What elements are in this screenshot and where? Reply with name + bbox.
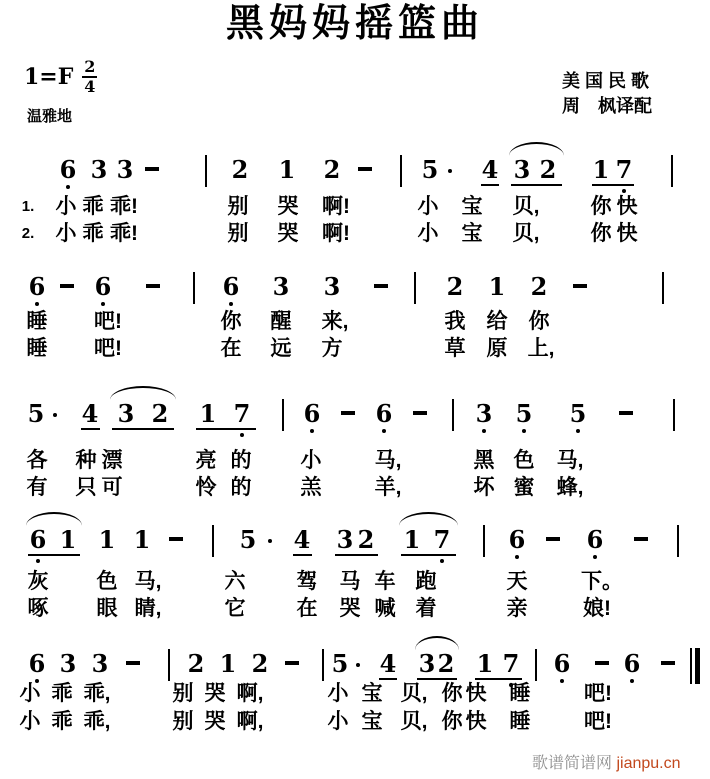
duration-dash <box>145 167 159 171</box>
note-digit: 2 <box>539 155 557 184</box>
verse-number: 2. <box>21 225 35 242</box>
lyric-syllable: 的 <box>230 449 252 472</box>
lyric-syllable: 乖 <box>51 710 73 733</box>
note-digit: 4 <box>81 399 99 428</box>
duration-dash <box>358 167 372 171</box>
lyric-syllable: 马, <box>556 449 584 472</box>
key-tonality: 1=F <box>24 64 74 90</box>
lyric-syllable: 啊, <box>236 710 264 733</box>
barline <box>452 399 454 431</box>
beam-underline <box>293 554 312 556</box>
low-octave-dot <box>35 302 39 306</box>
lyric-syllable: 宝 <box>461 222 483 245</box>
lyric-syllable: 你 <box>590 195 612 218</box>
lyric-syllable: 给 <box>486 310 508 333</box>
lyric-syllable: 小 <box>19 710 41 733</box>
lyric-syllable: 马, <box>134 570 162 593</box>
note-digit: 1 <box>488 272 506 301</box>
lyric-syllable: 你 <box>220 310 242 333</box>
note-digit: 1 <box>219 649 237 678</box>
note-digit: 6 <box>508 525 526 554</box>
lyric-syllable: 贝, <box>512 222 540 245</box>
beam-underline <box>481 184 499 186</box>
barline <box>212 525 214 557</box>
lyric-syllable: 上, <box>527 337 555 360</box>
beam-underline <box>379 678 397 680</box>
lyric-syllable: 吧! <box>94 310 122 333</box>
note-digit: 2 <box>357 525 375 554</box>
note-digit: 4 <box>379 649 397 678</box>
duration-dash <box>634 537 648 541</box>
note-digit: 3 <box>90 155 108 184</box>
low-octave-dot <box>240 433 244 437</box>
barline <box>483 525 485 557</box>
lyric-syllable: 小 <box>327 710 349 733</box>
low-octave-dot <box>630 679 634 683</box>
note-digit: 5 <box>421 155 439 184</box>
lyric-syllable: 灰 <box>27 570 49 593</box>
duration-dash <box>285 661 299 665</box>
lyric-syllable: 哭 <box>204 682 226 705</box>
song-title: 黑妈妈摇篮曲 <box>225 3 484 45</box>
verse-number: 1. <box>21 198 35 215</box>
note-digit: 6 <box>623 649 641 678</box>
note-digit: 1 <box>476 649 494 678</box>
lyric-syllable: 睡 <box>509 682 531 705</box>
note-digit: 2 <box>151 399 169 428</box>
lyric-syllable: 坏 <box>473 476 495 499</box>
lyric-syllable: 羔 <box>300 476 322 499</box>
note-digit: 6 <box>29 525 47 554</box>
lyric-syllable: 贝, <box>400 682 428 705</box>
low-octave-dot <box>576 429 580 433</box>
lyric-syllable: 来, <box>321 310 349 333</box>
note-digit: 6 <box>586 525 604 554</box>
lyric-syllable: 乖 <box>51 682 73 705</box>
lyric-syllable: 种 <box>75 449 97 472</box>
lyric-syllable: 快 <box>616 195 638 218</box>
note-digit: 3 <box>272 272 290 301</box>
note-digit: 6 <box>553 649 571 678</box>
lyric-syllable: 小 <box>417 195 439 218</box>
lyric-syllable: 亮 <box>195 449 217 472</box>
augmentation-dot <box>53 413 57 417</box>
lyric-syllable: 乖 <box>82 195 104 218</box>
lyric-syllable: 哭 <box>339 597 361 620</box>
note-digit: 6 <box>28 272 46 301</box>
lyric-syllable: 着 <box>415 597 437 620</box>
lyric-syllable: 草 <box>444 337 466 360</box>
lyric-syllable: 蜜 <box>513 476 535 499</box>
beam-underline <box>592 184 634 186</box>
lyric-syllable: 小 <box>55 222 77 245</box>
lyric-syllable: 睡 <box>26 310 48 333</box>
low-octave-dot <box>440 559 444 563</box>
meter-numerator: 2 <box>84 57 96 76</box>
barline <box>322 649 324 681</box>
lyric-syllable: 可 <box>101 476 123 499</box>
beam-underline <box>511 184 562 186</box>
lyric-syllable: 小 <box>19 682 41 705</box>
lyric-syllable: 车 <box>374 570 396 593</box>
low-octave-dot <box>36 559 40 563</box>
lyric-syllable: 啊! <box>322 222 350 245</box>
lyric-syllable: 宝 <box>461 195 483 218</box>
note-digit: 2 <box>446 272 464 301</box>
meter-denominator: 4 <box>84 77 96 96</box>
barline <box>671 155 673 187</box>
lyric-syllable: 远 <box>270 337 292 360</box>
note-digit: 2 <box>187 649 205 678</box>
note-digit: 5 <box>515 399 533 428</box>
augmentation-dot <box>448 169 452 173</box>
note-digit: 1 <box>59 525 77 554</box>
low-octave-dot <box>515 555 519 559</box>
barline <box>414 272 416 304</box>
lyric-syllable: 小 <box>55 195 77 218</box>
lyric-syllable: 别 <box>172 682 194 705</box>
credit-translator: 周 枫译配 <box>562 96 652 116</box>
slur-arc <box>110 386 176 400</box>
duration-dash <box>126 661 140 665</box>
lyric-syllable: 黑 <box>473 449 495 472</box>
lyric-syllable: 我 <box>444 310 466 333</box>
duration-dash <box>595 661 609 665</box>
lyric-syllable: 亲 <box>506 597 528 620</box>
note-digit: 3 <box>91 649 109 678</box>
lyric-syllable: 各 <box>26 449 48 472</box>
duration-dash <box>374 284 388 288</box>
lyric-syllable: 有 <box>26 476 48 499</box>
low-octave-dot <box>560 679 564 683</box>
note-digit: 1 <box>133 525 151 554</box>
note-digit: 6 <box>94 272 112 301</box>
note-digit: 7 <box>502 649 520 678</box>
note-digit: 5 <box>239 525 257 554</box>
lyric-syllable: 吧! <box>94 337 122 360</box>
slur-arc <box>509 142 564 156</box>
note-digit: 2 <box>530 272 548 301</box>
note-digit: 4 <box>293 525 311 554</box>
lyric-syllable: 别 <box>172 710 194 733</box>
note-digit: 6 <box>59 155 77 184</box>
final-barline-thin <box>690 648 692 684</box>
lyric-syllable: 驾 <box>296 570 318 593</box>
lyric-syllable: 原 <box>486 337 508 360</box>
beam-underline <box>196 428 256 430</box>
note-digit: 2 <box>251 649 269 678</box>
note-digit: 1 <box>199 399 217 428</box>
lyric-syllable: 你 <box>441 682 463 705</box>
beam-underline <box>417 678 457 680</box>
augmentation-dot <box>356 663 360 667</box>
note-digit: 6 <box>28 649 46 678</box>
note-digit: 1 <box>403 525 421 554</box>
lyric-syllable: 乖! <box>110 222 138 245</box>
lyric-syllable: 蜂, <box>556 476 584 499</box>
slur-arc <box>415 636 459 650</box>
lyric-syllable: 在 <box>296 597 318 620</box>
note-digit: 3 <box>323 272 341 301</box>
lyric-syllable: 马 <box>339 570 361 593</box>
lyric-syllable: 啄 <box>27 597 49 620</box>
lyric-syllable: 你 <box>528 310 550 333</box>
lyric-syllable: 别 <box>227 222 249 245</box>
barline <box>673 399 675 431</box>
duration-dash <box>413 411 427 415</box>
lyric-syllable: 你 <box>441 710 463 733</box>
credit-source: 美 国 民 歌 <box>562 71 650 91</box>
note-digit: 3 <box>513 155 531 184</box>
note-digit: 6 <box>375 399 393 428</box>
beam-underline <box>401 554 456 556</box>
duration-dash <box>573 284 587 288</box>
note-digit: 5 <box>331 649 349 678</box>
lyric-syllable: 你 <box>590 222 612 245</box>
note-digit: 7 <box>433 525 451 554</box>
lyric-syllable: 吧! <box>584 710 612 733</box>
lyric-syllable: 吧! <box>584 682 612 705</box>
note-digit: 4 <box>481 155 499 184</box>
note-digit: 3 <box>336 525 354 554</box>
note-digit: 6 <box>303 399 321 428</box>
note-digit: 6 <box>222 272 240 301</box>
barline <box>677 525 679 557</box>
note-digit: 5 <box>569 399 587 428</box>
augmentation-dot <box>268 539 272 543</box>
duration-dash <box>661 661 675 665</box>
watermark-site-name: 歌谱简谱网 <box>532 755 617 772</box>
lyric-syllable: 眼 <box>96 597 118 620</box>
low-octave-dot <box>310 429 314 433</box>
lyric-syllable: 啊! <box>322 195 350 218</box>
barline <box>662 272 664 304</box>
lyric-syllable: 贝, <box>512 195 540 218</box>
slur-arc <box>26 512 82 526</box>
lyric-syllable: 睛, <box>134 597 162 620</box>
lyric-syllable: 小 <box>300 449 322 472</box>
note-digit: 7 <box>233 399 251 428</box>
watermark-site-url: jianpu.cn <box>616 755 681 772</box>
lyric-syllable: 宝 <box>361 710 383 733</box>
beam-underline <box>81 428 100 430</box>
lyric-syllable: 下。 <box>581 570 623 593</box>
low-octave-dot <box>522 429 526 433</box>
lyric-syllable: 哭 <box>277 195 299 218</box>
duration-dash <box>169 537 183 541</box>
duration-dash <box>60 284 74 288</box>
beam-underline <box>28 554 80 556</box>
lyric-syllable: 在 <box>220 337 242 360</box>
lyric-syllable: 快 <box>616 222 638 245</box>
lyric-syllable: 天 <box>506 570 528 593</box>
lyric-syllable: 小 <box>417 222 439 245</box>
lyric-syllable: 羊, <box>374 476 402 499</box>
beam-underline <box>335 554 378 556</box>
low-octave-dot <box>229 302 233 306</box>
lyric-syllable: 快 <box>465 710 487 733</box>
lyric-syllable: 乖! <box>110 195 138 218</box>
note-digit: 3 <box>418 649 436 678</box>
note-digit: 2 <box>323 155 341 184</box>
lyric-syllable: 喊 <box>374 597 396 620</box>
lyric-syllable: 色 <box>513 449 535 472</box>
note-digit: 1 <box>278 155 296 184</box>
lyric-syllable: 漂 <box>101 449 123 472</box>
duration-dash <box>546 537 560 541</box>
barline <box>535 649 537 681</box>
note-digit: 7 <box>615 155 633 184</box>
lyric-syllable: 乖 <box>82 222 104 245</box>
lyric-syllable: 醒 <box>270 310 292 333</box>
lyric-syllable: 哭 <box>204 710 226 733</box>
lyric-syllable: 啊, <box>236 682 264 705</box>
lyric-syllable: 睡 <box>509 710 531 733</box>
barline <box>193 272 195 304</box>
lyric-syllable: 乖, <box>83 682 111 705</box>
beam-underline <box>475 678 522 680</box>
note-digit: 3 <box>475 399 493 428</box>
low-octave-dot <box>382 429 386 433</box>
note-digit: 2 <box>231 155 249 184</box>
note-digit: 3 <box>59 649 77 678</box>
low-octave-dot <box>622 189 626 193</box>
duration-dash <box>341 411 355 415</box>
lyric-syllable: 的 <box>230 476 252 499</box>
lyric-syllable: 它 <box>224 597 246 620</box>
low-octave-dot <box>593 555 597 559</box>
note-digit: 3 <box>117 399 135 428</box>
slur-arc <box>399 512 458 526</box>
low-octave-dot <box>66 185 70 189</box>
low-octave-dot <box>101 302 105 306</box>
note-digit: 5 <box>27 399 45 428</box>
tempo-marking: 温雅地 <box>27 108 73 125</box>
lyric-syllable: 贝, <box>400 710 428 733</box>
barline <box>282 399 284 431</box>
watermark <box>532 750 681 773</box>
lyric-syllable: 宝 <box>361 682 383 705</box>
beam-underline <box>112 428 174 430</box>
duration-dash <box>619 411 633 415</box>
lyric-syllable: 乖, <box>83 710 111 733</box>
lyric-syllable: 娘! <box>583 597 611 620</box>
lyric-syllable: 怜 <box>195 476 217 499</box>
lyric-syllable: 小 <box>327 682 349 705</box>
note-digit: 1 <box>98 525 116 554</box>
final-barline-thick <box>695 648 700 684</box>
duration-dash <box>146 284 160 288</box>
note-digit: 1 <box>592 155 610 184</box>
barline <box>400 155 402 187</box>
barline <box>168 649 170 681</box>
lyric-syllable: 方 <box>321 337 343 360</box>
lyric-syllable: 快 <box>465 682 487 705</box>
note-digit: 3 <box>116 155 134 184</box>
lyric-syllable: 跑 <box>415 570 437 593</box>
lyric-syllable: 色 <box>96 570 118 593</box>
barline <box>205 155 207 187</box>
lyric-syllable: 睡 <box>26 337 48 360</box>
lyric-syllable: 别 <box>227 195 249 218</box>
lyric-syllable: 只 <box>75 476 97 499</box>
lyric-syllable: 马, <box>374 449 402 472</box>
note-digit: 2 <box>437 649 455 678</box>
lyric-syllable: 六 <box>224 570 246 593</box>
low-octave-dot <box>482 429 486 433</box>
lyric-syllable: 哭 <box>277 222 299 245</box>
